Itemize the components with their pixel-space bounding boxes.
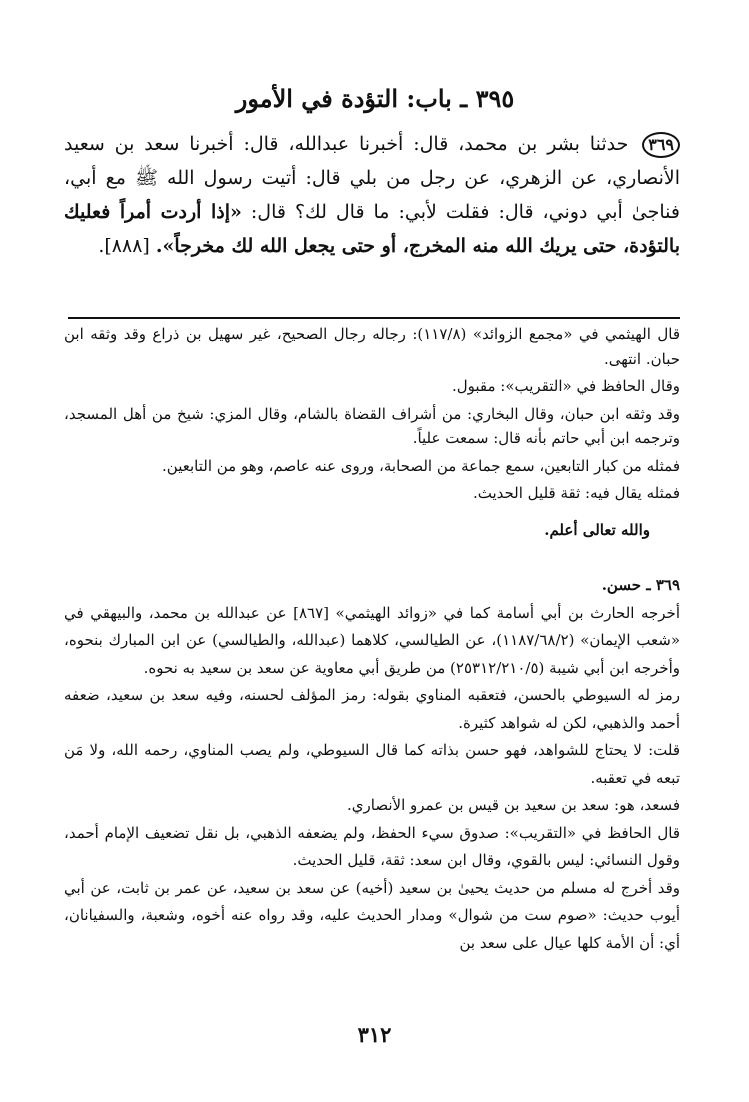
hadith-isnad: حدثنا بشر بن محمد، قال: أخبرنا عبدالله، قال: أخبرنا سعد بن سعيد الأنصاري، عن الزهري، عن رجل من بلي قال: أتيت رسول الله ﷺ مع أبي، فناجىٰ أبي دوني، قال: فقلت لأبي: ما قال لك؟ قال: — [64, 133, 680, 223]
closing-phrase: والله تعالى أعلم. — [544, 520, 650, 539]
takhrij-paragraph: قال الحافظ في «التقريب»: صدوق سيء الحفظ، ولم يضعفه الذهبي، بل نقل تضعيف الإمام أحمد، وقول النسائي: ليس بالقوي، وقال ابن سعد: ثقة، قليل الحديث. — [64, 823, 680, 869]
hadith-reference: [٨٨٨]. — [98, 235, 150, 257]
footnote-paragraph: فمثله من كبار التابعين، سمع جماعة من الصحابة، وروى عنه عاصم، وهو من التابعين. — [162, 456, 680, 475]
hadith-matn: «إذا أردت أمراً فعليك بالتؤدة، حتى يريك الله منه المخرج، أو حتى يجعل الله لك مخرجاً». — [64, 201, 680, 257]
footnote-paragraph: فمثله يقال فيه: ثقة قليل الحديث. — [472, 484, 680, 502]
takhrij-paragraph: قلت: لا يحتاج للشواهد، فهو حسن بذاته كما قال السيوطي، ولم يصب المناوي، رحمه الله، ولا مَن تبعه في تعقبه. — [64, 741, 680, 787]
takhrij-paragraph: فسعد، هو: سعد بن سعيد بن قيس بن عمرو الأنصاري. — [347, 796, 680, 814]
hadith-block — [64, 127, 680, 263]
page-number: ٣١٢ — [357, 1022, 392, 1047]
chapter-title: ٣٩٥ ـ باب: التؤدة في الأمور — [235, 84, 515, 113]
takhrij-paragraph: وقد أخرج له مسلم من حديث يحيىٰ بن سعيد (أخيه) عن سعد بن سعيد، عن عمر بن ثابت، عن أبي أيوب حديث: «صوم ست من شوال» ومدار الحديث عليه، وقد رواه عنه أخوه، وشعبة، والسفيانان، أي: أن الأمة كلها عيال على سعد بن — [64, 878, 680, 952]
takhrij-paragraph: أخرجه الحارث بن أبي أسامة كما في «زوائد الهيثمي» [٨٦٧] عن عبدالله بن محمد، والبيهقي في «شعب الإيمان» (١١٨٧/٦٨/٢)، عن الطيالسي، كلاهما (عبدالله، والطيالسي) عن ابن المبارك بنحوه، وأخرجه ابن أبي شيبة (٢٥٣١٢/٢١٠/٥) من طريق أبي معاوية عن سعد بن سعيد به نحوه. — [64, 603, 680, 677]
footnote-paragraph: قال الهيثمي في «مجمع الزوائد» (١١٧/٨): رجاله رجال الصحيح، غير سهيل بن ذراع وقد وثقه ابن حبان. انتهى. — [64, 325, 680, 368]
footnote-separator — [68, 317, 680, 319]
hadith-number-badge: ٣٦٩ — [642, 132, 680, 158]
takhrij-heading: ٣٦٩ ـ حسن. — [601, 576, 680, 594]
footnote-paragraph: وقال الحافظ في «التقريب»: مقبول. — [451, 377, 680, 395]
footnotes-block — [64, 322, 680, 548]
takhrij-paragraph: رمز له السيوطي بالحسن، فتعقبه المناوي بقوله: رمز المؤلف لحسنه، وفيه سعد بن سعيد، ضعفه أحمد والذهبي، لكن له شواهد كثيرة. — [64, 686, 680, 732]
takhrij-block — [64, 572, 680, 957]
footnote-paragraph: وقد وثقه ابن حبان، وقال البخاري: من أشراف القضاة بالشام، وقال المزي: شيخ من أهل المسجد، وترجمه ابن أبي حاتم بأنه قال: سمعت علياً. — [64, 404, 680, 447]
